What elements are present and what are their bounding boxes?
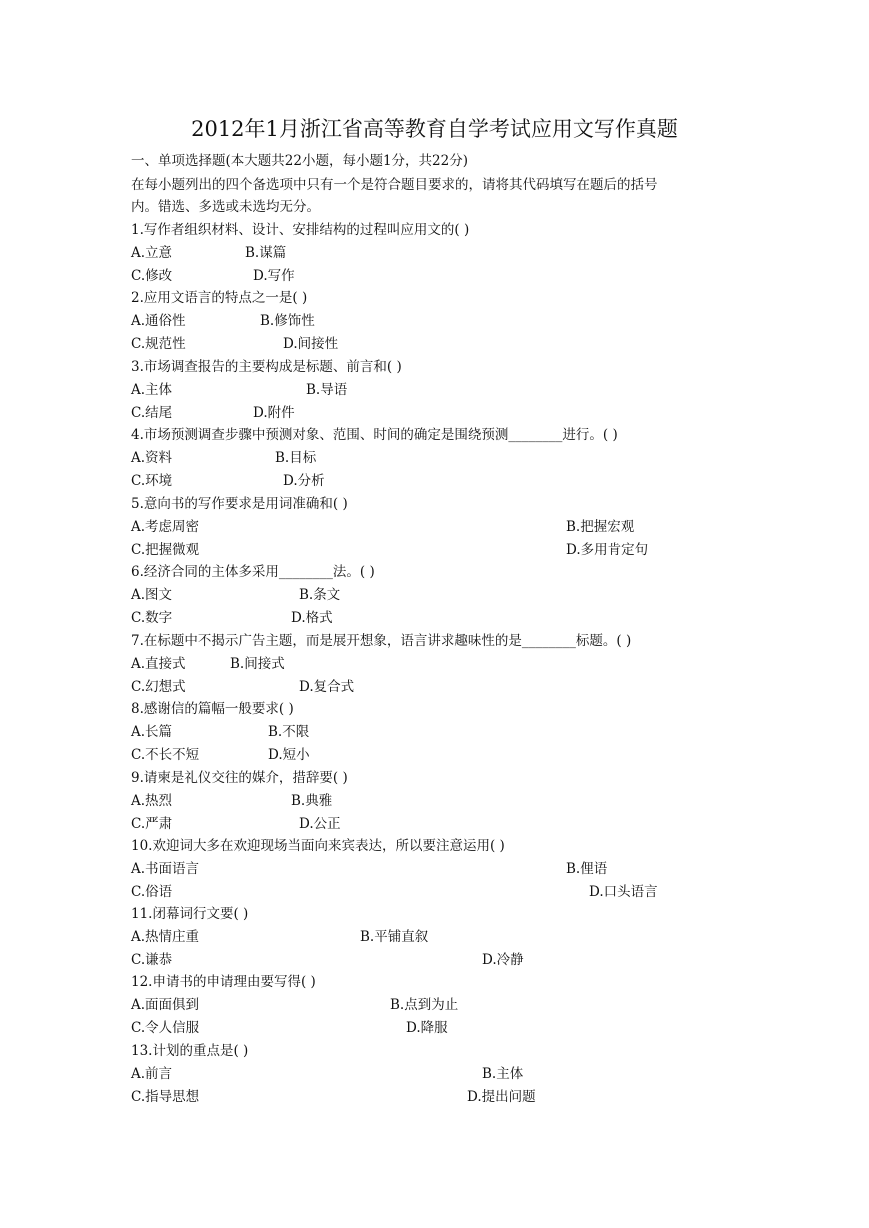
option-b: B.条文 xyxy=(299,587,341,603)
option-d: D.分析 xyxy=(283,473,325,489)
question-stem: 8.感谢信的篇幅一般要求( ) xyxy=(131,701,294,717)
option-b: B.平铺直叙 xyxy=(360,929,429,945)
option-c: C.严肃 xyxy=(131,816,173,832)
instructions-line-1: 在每小题列出的四个备选项中只有一个是符合题目要求的，请将其代码填写在题后的括号 xyxy=(131,177,658,193)
option-b: B.主体 xyxy=(482,1066,524,1082)
option-a: A.资料 xyxy=(131,450,173,466)
question-stem: 11.闭幕词行文要( ) xyxy=(131,906,249,922)
option-b: B.目标 xyxy=(275,450,317,466)
question-stem: 4.市场预测调查步骤中预测对象、范围、时间的确定是围绕预测________进行。( ) xyxy=(131,427,618,443)
option-a: A.面面俱到 xyxy=(131,997,200,1013)
option-b: B.不限 xyxy=(268,724,310,740)
option-c: C.把握微观 xyxy=(131,542,200,558)
option-a: A.立意 xyxy=(131,245,173,261)
option-a: A.考虑周密 xyxy=(131,519,200,535)
question-stem: 6.经济合同的主体多采用________法。( ) xyxy=(131,564,375,580)
option-a: A.主体 xyxy=(131,382,173,398)
option-c: C.指导思想 xyxy=(131,1089,200,1105)
option-b: B.导语 xyxy=(306,382,348,398)
option-a: A.热烈 xyxy=(131,793,173,809)
option-c: C.修改 xyxy=(131,268,173,284)
option-b: B.谋篇 xyxy=(245,245,287,261)
option-c: C.俗语 xyxy=(131,884,173,900)
option-c: C.令人信服 xyxy=(131,1020,200,1036)
question-stem: 2.应用文语言的特点之一是( ) xyxy=(131,290,308,306)
question-stem: 12.申请书的申请理由要写得( ) xyxy=(131,974,316,990)
option-d: D.提出问题 xyxy=(467,1089,536,1105)
document-title: 2012年1月浙江省高等教育自学考试应用文写作真题 xyxy=(191,117,678,141)
option-a: A.书面语言 xyxy=(131,861,200,877)
option-b: B.俚语 xyxy=(566,861,608,877)
section-heading: 一、单项选择题(本大题共22小题，每小题1分，共22分) xyxy=(131,153,468,169)
question-stem: 3.市场调查报告的主要构成是标题、前言和( ) xyxy=(131,359,402,375)
option-d: D.多用肯定句 xyxy=(566,542,649,558)
option-b: B.把握宏观 xyxy=(566,519,635,535)
option-c: C.规范性 xyxy=(131,336,186,352)
option-d: D.附件 xyxy=(253,405,295,421)
question-stem: 5.意向书的写作要求是用词准确和( ) xyxy=(131,496,348,512)
question-stem: 1.写作者组织材料、设计、安排结构的过程叫应用文的( ) xyxy=(131,222,470,238)
option-b: B.典雅 xyxy=(291,793,333,809)
option-a: A.长篇 xyxy=(131,724,173,740)
option-c: C.数字 xyxy=(131,610,173,626)
option-a: A.直接式 xyxy=(131,656,186,672)
option-b: B.间接式 xyxy=(230,656,285,672)
option-d: D.公正 xyxy=(299,816,341,832)
option-b: B.修饰性 xyxy=(260,313,315,329)
option-c: C.幻想式 xyxy=(131,679,186,695)
question-stem: 13.计划的重点是( ) xyxy=(131,1043,249,1059)
option-a: A.通俗性 xyxy=(131,313,186,329)
option-d: D.复合式 xyxy=(299,679,355,695)
option-d: D.降服 xyxy=(406,1020,448,1036)
option-a: A.热情庄重 xyxy=(131,929,200,945)
option-c: C.谦恭 xyxy=(131,952,173,968)
question-stem: 7.在标题中不揭示广告主题，而是展开想象，语言讲求趣味性的是________标题。( ) xyxy=(131,633,632,649)
question-stem: 10.欢迎词大多在欢迎现场当面向来宾表达，所以要注意运用( ) xyxy=(131,838,505,854)
option-b: B.点到为止 xyxy=(390,997,459,1013)
option-d: D.短小 xyxy=(268,747,310,763)
option-d: D.格式 xyxy=(291,610,333,626)
option-a: A.图文 xyxy=(131,587,173,603)
option-c: C.结尾 xyxy=(131,405,173,421)
option-d: D.写作 xyxy=(253,268,295,284)
question-stem: 9.请柬是礼仪交往的媒介，措辞要( ) xyxy=(131,770,348,786)
option-d: D.口头语言 xyxy=(589,884,658,900)
instructions-line-2: 内。错选、多选或未选均无分。 xyxy=(131,199,320,215)
option-c: C.环境 xyxy=(131,473,173,489)
option-c: C.不长不短 xyxy=(131,747,200,763)
option-d: D.间接性 xyxy=(283,336,339,352)
option-a: A.前言 xyxy=(131,1066,173,1082)
option-d: D.冷静 xyxy=(482,952,524,968)
